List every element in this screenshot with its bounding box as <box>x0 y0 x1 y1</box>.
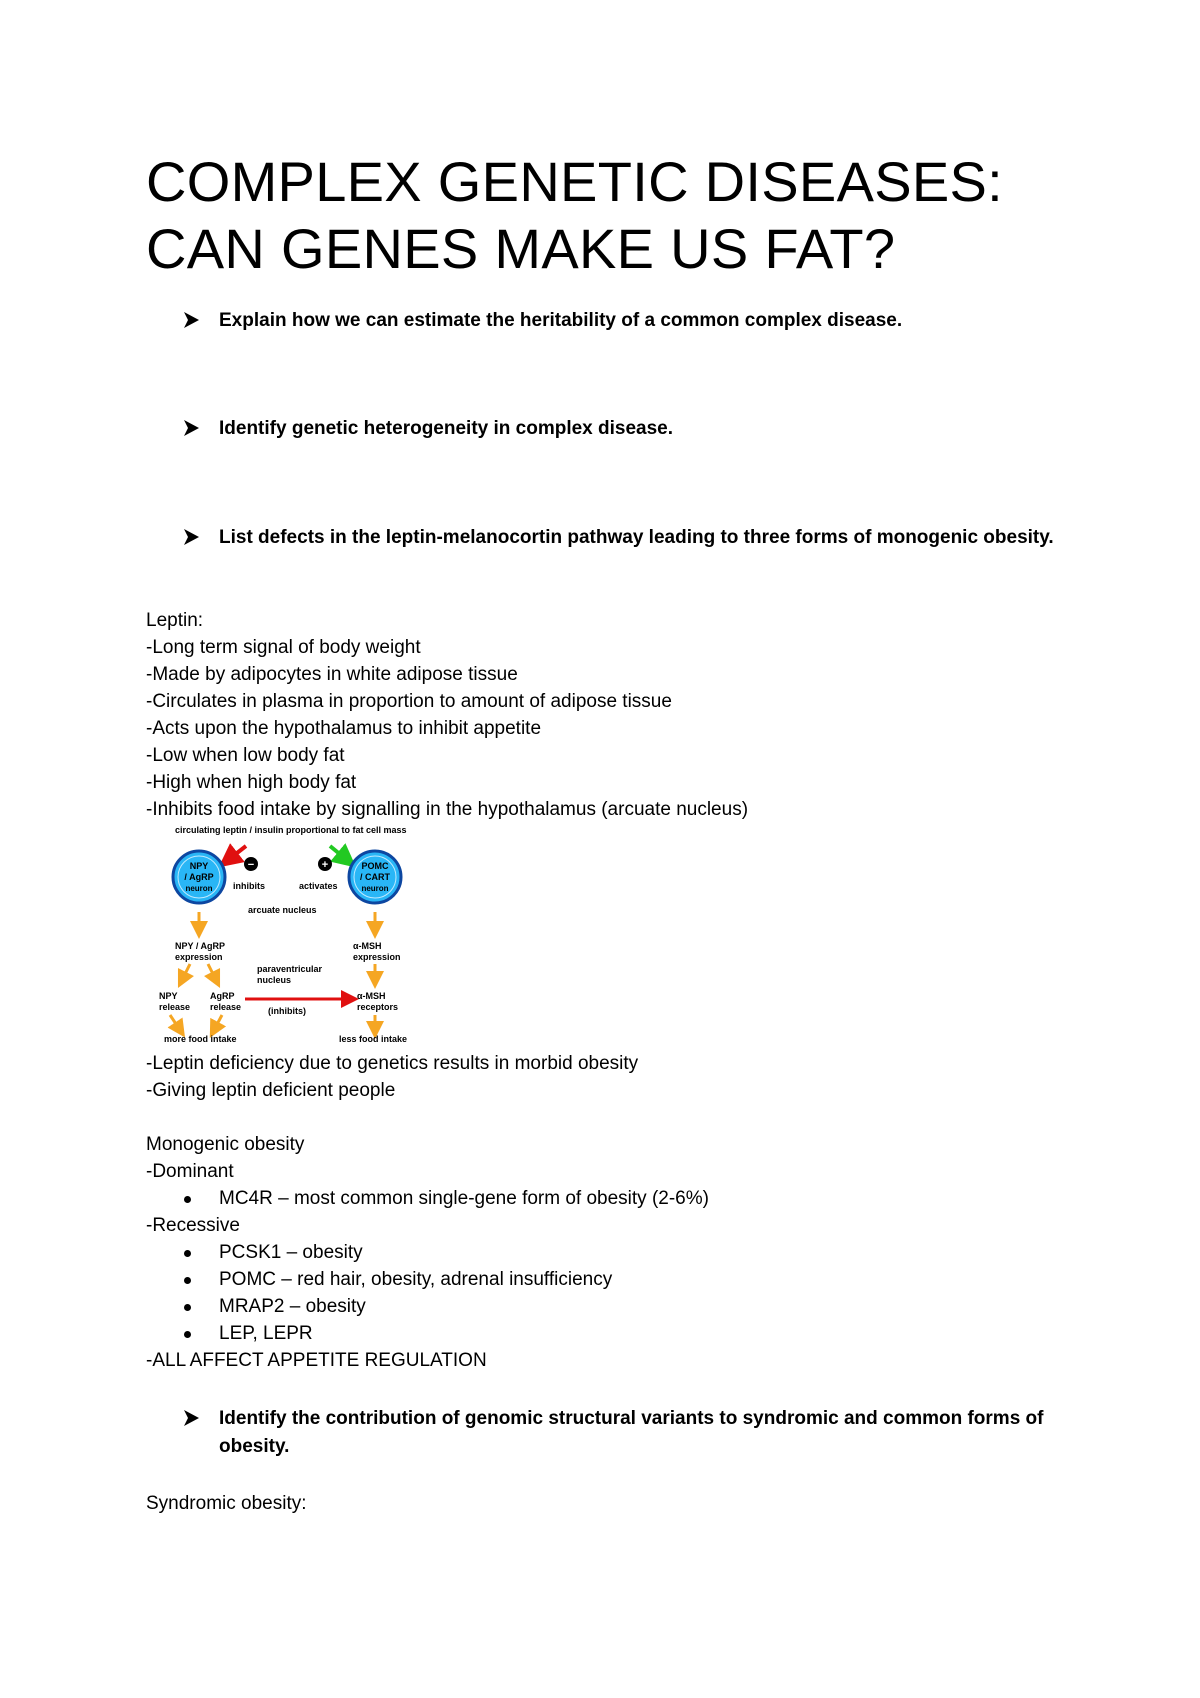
list-item: POMC – red hair, obesity, adrenal insufficiency <box>184 1266 612 1293</box>
npy-agrp-neuron <box>173 851 225 903</box>
leptin-point: -High when high body fat <box>146 772 357 793</box>
more-food-label: more food intake <box>164 1034 237 1044</box>
bullet-dot-icon <box>184 1196 191 1203</box>
objective-text: Identify genetic heterogeneity in complex disease. <box>219 418 674 439</box>
msh-expression-label-2: expression <box>353 952 401 962</box>
npy-release-arrow <box>182 964 190 980</box>
more-food-arrow-1 <box>170 1015 180 1030</box>
arrowhead-bullet-icon <box>182 311 200 329</box>
list-item: LEP, LEPR <box>184 1320 313 1347</box>
leptin-point: -Acts upon the hypothalamus to inhibit appetite <box>146 718 542 739</box>
svg-text:POMC: POMC <box>361 861 389 871</box>
leptin-point: -Low when low body fat <box>146 745 345 766</box>
title-line-1: COMPLEX GENETIC DISEASES: <box>146 150 1004 213</box>
leptin-melanocortin-pathway-diagram <box>150 822 425 1044</box>
agrp-release-arrow <box>208 964 216 980</box>
npy-expression-label: NPY / AgRP <box>175 941 226 951</box>
svg-text:neuron: neuron <box>185 884 213 893</box>
arrowhead-bullet-icon <box>182 1409 200 1427</box>
bullet-dot-icon <box>184 1250 191 1257</box>
paraventricular-label: paraventricular <box>257 964 323 974</box>
objective-2 <box>182 415 1062 443</box>
leptin-point: -Long term signal of body weight <box>146 637 421 658</box>
pomc-cart-neuron <box>349 851 401 903</box>
inhibits-paren-label: (inhibits) <box>268 1006 306 1016</box>
arcuate-nucleus-label: arcuate nucleus <box>248 905 317 915</box>
leptin-after-point: -Leptin deficiency due to genetics results in morbid obesity <box>146 1053 639 1074</box>
page-title <box>146 148 1003 282</box>
dominant-label: -Dominant <box>146 1161 234 1182</box>
arrowhead-bullet-icon <box>182 528 200 546</box>
objective-text: List defects in the leptin-melanocortin pathway leading to three forms of monogenic obesity. <box>219 527 1054 548</box>
syndromic-heading: Syndromic obesity: <box>146 1493 307 1514</box>
title-line-2: CAN GENES MAKE US FAT? <box>146 217 896 280</box>
agrp-release-label-2: release <box>210 1002 242 1012</box>
bullet-dot-icon <box>184 1331 191 1338</box>
leptin-after-point: -Giving leptin deficient people <box>146 1080 396 1101</box>
objective-1 <box>182 307 1062 335</box>
svg-text:neuron: neuron <box>361 884 389 893</box>
monogenic-summary: -ALL AFFECT APPETITE REGULATION <box>146 1350 487 1371</box>
svg-text:/ AgRP: / AgRP <box>184 872 214 882</box>
msh-expression-label: α-MSH <box>353 941 382 951</box>
agrp-release-label: AgRP <box>210 991 235 1001</box>
svg-text:NPY: NPY <box>189 861 209 871</box>
minus-sign: − <box>247 859 255 871</box>
activate-arrow <box>330 846 347 860</box>
objective-3 <box>182 524 1062 552</box>
more-food-arrow-2 <box>214 1015 222 1030</box>
svg-text:/ CART: / CART <box>360 872 390 882</box>
plus-sign: + <box>321 859 329 871</box>
inhibit-arrow <box>228 846 246 860</box>
leptin-point: -Inhibits food intake by signalling in the hypothalamus (arcuate nucleus) <box>146 799 749 820</box>
npy-release-label-2: release <box>159 1002 191 1012</box>
list-item: MRAP2 – obesity <box>184 1293 366 1320</box>
npy-expression-label-2: expression <box>175 952 223 962</box>
list-item: PCSK1 – obesity <box>184 1239 363 1266</box>
list-item: MC4R – most common single-gene form of obesity (2-6%) <box>184 1185 709 1212</box>
less-food-label: less food intake <box>339 1034 408 1044</box>
msh-receptors-label: α-MSH <box>357 991 386 1001</box>
objective-4 <box>182 1405 1062 1461</box>
diagram-top-label: circulating leptin / insulin proportional to fat cell mass <box>175 825 407 835</box>
leptin-point: -Made by adipocytes in white adipose tissue <box>146 664 518 685</box>
leptin-point: -Circulates in plasma in proportion to amount of adipose tissue <box>146 691 672 712</box>
paraventricular-label-2: nucleus <box>257 975 292 985</box>
objective-text: Identify the contribution of genomic structural variants to syndromic and common forms of obesity. <box>219 1408 1044 1457</box>
bullet-dot-icon <box>184 1304 191 1311</box>
inhibits-label: inhibits <box>233 881 265 891</box>
recessive-label: -Recessive <box>146 1215 240 1236</box>
npy-release-label: NPY <box>159 991 178 1001</box>
leptin-heading: Leptin: <box>146 610 204 631</box>
objective-text: Explain how we can estimate the heritability of a common complex disease. <box>219 310 903 331</box>
msh-receptors-label-2: receptors <box>357 1002 399 1012</box>
bullet-dot-icon <box>184 1277 191 1284</box>
activates-label: activates <box>299 881 338 891</box>
arrowhead-bullet-icon <box>182 419 200 437</box>
monogenic-heading: Monogenic obesity <box>146 1134 305 1155</box>
